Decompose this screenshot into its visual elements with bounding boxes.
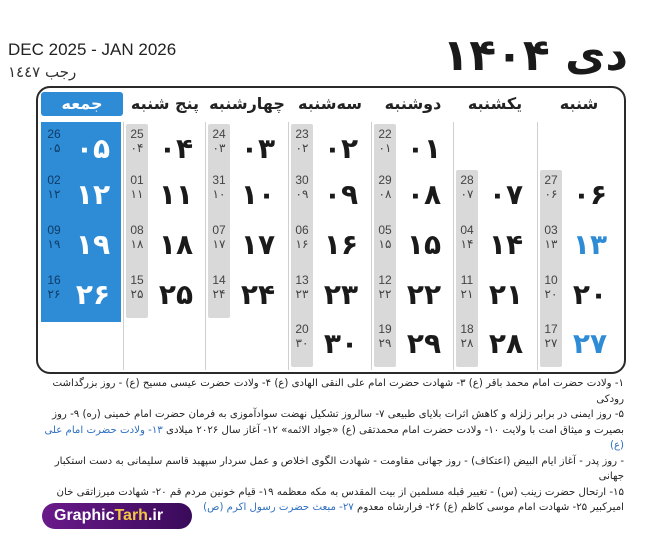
gregorian-date: 04: [460, 223, 474, 237]
gregorian-date: 03: [544, 223, 558, 237]
logo-text-3: .ir: [147, 507, 164, 524]
hijri-date: ۲۴: [212, 287, 226, 301]
hijri-date: ۳۰: [295, 336, 309, 350]
hijri-date: ۲۲: [378, 287, 392, 301]
secondary-date: [456, 273, 478, 301]
weekday-1: یکشنبه: [467, 94, 523, 113]
secondary-date: [374, 173, 396, 201]
day-cell[interactable]: ۰۸: [406, 178, 442, 211]
secondary-date: [43, 127, 65, 155]
weekday-5: پنج شنبه: [130, 94, 200, 113]
hijri-date: ۱۰: [212, 187, 226, 201]
gregorian-date: 29: [378, 173, 392, 187]
events-line-3: بصیرت و میثاق امت با ولایت ۱۰- ولادت حضرت امام محمدتقی (ع) «جواد الائمه» ۱۲- آغاز سال ۲۰۲۶ میلادی: [166, 424, 624, 436]
gregorian-date: 08: [130, 223, 144, 237]
secondary-date: [126, 223, 148, 251]
secondary-date: [208, 127, 230, 155]
gregorian-date: 02: [47, 173, 61, 187]
day-cell[interactable]: ۰۱: [406, 132, 442, 165]
events-line-5: ۱۵- ارتحال حضرت زینب (س) - تغییر قبله مسلمین از بیت المقدس به مکه معظمه ۱۹- قیام خونین مردم قم ۲۰- شهادت میرزاتقی خان: [56, 486, 624, 498]
gregorian-date: 19: [378, 322, 392, 336]
weekday-2: دوشنبه: [384, 94, 442, 113]
gregorian-date: 13: [295, 273, 309, 287]
events-line-4: - روز پدر - آغاز ایام البیض (اعتکاف) - روز جهانی مقاومت - شهادت الگوی اخلاص و عمل سردار سپهبد قاسم سلیمانی به دست استکبار جهانی: [54, 455, 624, 482]
hijri-date: ۱۹: [47, 237, 61, 251]
gregorian-date: 23: [295, 127, 309, 141]
gregorian-date: 11: [460, 273, 474, 287]
secondary-date: [291, 273, 313, 301]
logo-text-1: Graphic: [54, 507, 115, 524]
day-cell[interactable]: ۱۲: [75, 178, 111, 211]
secondary-date: [208, 223, 230, 251]
gregorian-date: 27: [544, 173, 558, 187]
hijri-date: ۰۲: [295, 141, 309, 155]
events-line-6: امیرکبیر ۲۵- شهادت امام موسی کاظم (ع) ۲۶- فرارشاه معدوم: [357, 502, 624, 513]
secondary-date: [126, 127, 148, 155]
day-cell[interactable]: ۱۸: [158, 228, 194, 261]
column-separator: [371, 122, 372, 370]
day-cell[interactable]: ۰۵: [75, 132, 111, 165]
secondary-date: [43, 273, 65, 301]
hijri-date: ۲۵: [130, 287, 144, 301]
hijri-date: ۰۷: [460, 187, 474, 201]
day-cell[interactable]: ۲۶: [75, 278, 111, 311]
hijri-date: ۱۳: [544, 237, 558, 251]
gregorian-date: 07: [212, 223, 226, 237]
day-cell[interactable]: ۳۰: [323, 327, 359, 360]
events-line-1: ۱- ولادت حضرت امام محمد باقر (ع) ۳- شهادت حضرت امام علی النقی الهادی (ع) ۴- ولادت حضرت عیسی مسیح (ع) - روز بزرگداشت رودکی: [52, 378, 624, 405]
gregorian-date: 10: [544, 273, 558, 287]
gregorian-date: 01: [130, 173, 144, 187]
gregorian-date: 16: [47, 273, 61, 287]
hijri-date: ۰۵: [47, 141, 61, 155]
brand-logo[interactable]: [42, 503, 192, 529]
hijri-date: ۲۱: [460, 287, 474, 301]
hijri-date: ۲۸: [460, 336, 474, 350]
gregorian-date: 31: [212, 173, 226, 187]
gregorian-date: 14: [212, 273, 226, 287]
day-cell[interactable]: ۱۶: [323, 228, 359, 261]
day-cell[interactable]: ۰۷: [488, 178, 524, 211]
hijri-date: ۱۷: [212, 237, 226, 251]
weekday-6: جمعه: [41, 92, 123, 116]
hijri-month: رجب ١٤٤٧: [8, 63, 77, 81]
secondary-date: [126, 173, 148, 201]
hijri-date: ۲۶: [47, 287, 61, 301]
hijri-date: ۲۷: [544, 336, 558, 350]
hijri-date: ۱۴: [460, 237, 474, 251]
gregorian-range: DEC 2025 - JAN 2026: [8, 40, 177, 59]
weekday-0: شنبه: [559, 94, 599, 113]
column-separator: [123, 122, 124, 370]
gregorian-date: 26: [47, 127, 61, 141]
gregorian-date: 18: [460, 322, 474, 336]
day-cell[interactable]: ۱۵: [406, 228, 442, 261]
column-separator: [537, 122, 538, 370]
day-cell[interactable]: ۲۸: [488, 327, 524, 360]
day-cell[interactable]: ۲۲: [406, 278, 442, 311]
events-line-6-holiday: ۲۷- مبعث حضرت رسول اکرم (ص): [203, 502, 354, 513]
day-cell[interactable]: ۱۰: [240, 178, 276, 211]
day-cell[interactable]: ۲۱: [488, 278, 524, 311]
day-cell[interactable]: ۰۹: [323, 178, 359, 211]
gregorian-date: 06: [295, 223, 309, 237]
secondary-date: [291, 173, 313, 201]
day-cell[interactable]: ۱۹: [75, 228, 111, 261]
gregorian-date: 25: [130, 127, 144, 141]
day-cell[interactable]: ۱۴: [488, 228, 524, 261]
weekday-4: چهارشنبه: [209, 94, 285, 113]
gregorian-date: 15: [130, 273, 144, 287]
secondary-date: [126, 273, 148, 301]
gregorian-date: 22: [378, 127, 392, 141]
events-text: [38, 376, 624, 516]
secondary-date: [208, 273, 230, 301]
hijri-date: ۰۳: [212, 141, 226, 155]
day-cell[interactable]: ۲۰: [572, 278, 608, 311]
gregorian-date: 12: [378, 273, 392, 287]
gregorian-date: 28: [460, 173, 474, 187]
secondary-date: [456, 223, 478, 251]
hijri-date: ۲۹: [378, 336, 392, 350]
secondary-date: [291, 127, 313, 155]
gregorian-date: 17: [544, 322, 558, 336]
day-cell[interactable]: ۲۴: [240, 278, 276, 311]
day-cell[interactable]: ۰۲: [323, 132, 359, 165]
hijri-date: ۱۸: [130, 237, 144, 251]
column-separator: [288, 122, 289, 370]
day-cell[interactable]: ۰۳: [240, 132, 276, 165]
calendar-title: دی ۱۴۰۴: [442, 30, 628, 81]
secondary-date: [540, 173, 562, 201]
events-line-2: ۵- روز ایمنی در برابر زلزله و کاهش اثرات بلایای طبیعی ۷- سالروز تشکیل نهضت سوادآموزی به فرمان حضرت امام خمینی (ره) ۹- روز: [52, 409, 624, 420]
secondary-date: [540, 322, 562, 350]
secondary-date: [540, 223, 562, 251]
secondary-date: [43, 223, 65, 251]
hijri-date: ۰۱: [378, 141, 392, 155]
day-cell[interactable]: ۲۵: [158, 278, 194, 311]
day-cell[interactable]: ۱۷: [240, 228, 276, 261]
secondary-date: [456, 173, 478, 201]
hijri-date: ۱۱: [130, 187, 144, 201]
hijri-date: ۱۶: [295, 237, 309, 251]
gregorian-date: 24: [212, 127, 226, 141]
secondary-date: [374, 127, 396, 155]
secondary-date: [374, 223, 396, 251]
gregorian-date: 05: [378, 223, 392, 237]
events-line-3-holiday: ۱۳- ولادت حضرت امام علی (ع): [44, 424, 624, 451]
day-cell[interactable]: ۰۶: [572, 178, 608, 211]
hijri-date: ۰۸: [378, 187, 392, 201]
gregorian-date: 30: [295, 173, 309, 187]
secondary-date: [374, 273, 396, 301]
hijri-date: ۱۲: [47, 187, 61, 201]
hijri-date: ۲۰: [544, 287, 558, 301]
secondary-date: [291, 322, 313, 350]
day-cell[interactable]: ۲۹: [406, 327, 442, 360]
day-cell[interactable]: ۱۳: [572, 228, 608, 261]
secondary-date: [43, 173, 65, 201]
logo-text-2: Tarh: [114, 507, 148, 524]
secondary-date: [374, 322, 396, 350]
hijri-date: ۱۵: [378, 237, 392, 251]
day-cell[interactable]: ۲۳: [323, 278, 359, 311]
secondary-date: [208, 173, 230, 201]
secondary-date: [291, 223, 313, 251]
hijri-date: ۲۳: [295, 287, 309, 301]
day-cell[interactable]: ۱۱: [158, 178, 194, 211]
hijri-date: ۰۶: [544, 187, 558, 201]
weekday-3: سه‌شنبه: [298, 94, 362, 113]
day-cell[interactable]: ۲۷: [572, 327, 608, 360]
hijri-date: ۰۹: [295, 187, 309, 201]
gregorian-date: 20: [295, 322, 309, 336]
secondary-date: [540, 273, 562, 301]
secondary-date: [456, 322, 478, 350]
hijri-date: ۰۴: [130, 141, 144, 155]
day-cell[interactable]: ۰۴: [158, 132, 194, 165]
gregorian-date: 09: [47, 223, 61, 237]
